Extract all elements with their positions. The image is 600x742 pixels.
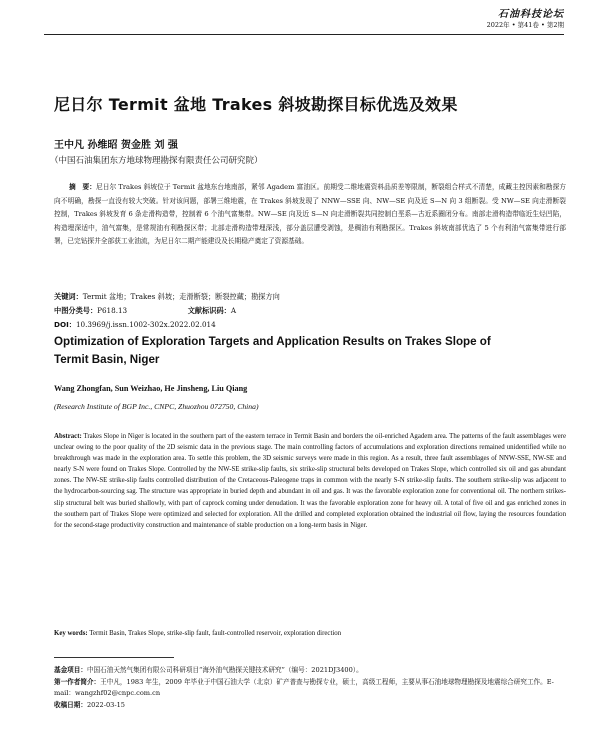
doi-value: 10.3969/j.issn.1002-302x.2022.02.014: [75, 320, 216, 329]
author-text: 王中凡，1983 年生，2009 年毕业于中国石油大学（北京）矿产普查与勘探专业，硕士，高级工程师，主要从事石油地球物理勘探及地震综合研究工作。E-mail：wangzhf02@cnpc.com.cn: [54, 677, 554, 698]
received-label: 收稿日期：: [54, 700, 87, 709]
doi: [54, 320, 216, 330]
affiliation-en: (Research Institute of BGP Inc., CNPC, Zhuozhou 072750, China): [54, 402, 259, 411]
issue-info: 2022年 • 第41卷 • 第2期: [486, 21, 564, 29]
footnote-divider: [54, 657, 174, 658]
keywords-en-text: Termit Basin, Trakes Slope, strike-slip fault, fault-controlled reservoir, exploration direction: [89, 630, 342, 637]
journal-name: 石油科技论坛: [498, 9, 564, 20]
fund-text: 中国石油天然气集团有限公司科研项目“海外油气勘探关键技术研究”（编号：2021DJ3400）。: [86, 666, 363, 674]
fund-note: [54, 665, 564, 677]
abstract-cn-text: 尼日尔 Trakes 斜坡位于 Termit 盆地东台地南部，紧邻 Agadem 富油区。前期受二维地震资料品质差等限制，断裂组合样式不清楚，成藏主控因素和勘探方向不明确，勘探一直没有较大突破。针对该问题，部署三维地震，在 Trakes 斜坡发现了 NNW—SSE 向、NW—SE 向及近 S—N 向 3 组断裂。受 NW—SE 向走滑断裂控制，Trakes 斜坡发育 6 条走滑构造带，控制着 6 个油气富集带。NW—SE 向及近 S—N 向走滑断裂共同控制白垩系—古近系圈闭分布。南部走滑构造带临近生烃凹陷，构造埋深适中，油气富集，是常规油有利勘探区带；北部走滑构造带埋深浅，部分盖层遭受剥蚀，是稠油有利勘探区。Trakes 斜坡南部优选了 5 个有利油气富集带进行部署，已完钻探井全部获工业油流，为尼日尔二期产能建设及长期稳产奠定了资源基础。: [54, 183, 566, 246]
abstract-en: [54, 431, 566, 531]
fund-label: 基金项目：: [54, 666, 87, 674]
abstract-en-label: Abstract:: [54, 433, 82, 440]
authors-en: Wang Zhongfan, Sun Weizhao, He Jinsheng, Liu Qiang: [54, 384, 248, 393]
received-note: [54, 700, 564, 712]
affiliation-cn: （中国石油集团东方地球物理勘探有限责任公司研究院）: [50, 156, 263, 166]
abstract-cn-label: 摘 要：: [69, 183, 96, 191]
clc-value: P618.13: [97, 306, 128, 315]
page-title-en: Optimization of Exploration Targets and Application Results on Trakes Slope of Termit Basin, Niger: [54, 335, 491, 366]
doc-code-value: A: [230, 306, 237, 315]
keywords-en-label: Key words:: [54, 630, 88, 637]
keywords-en: [54, 630, 574, 637]
doi-label: DOI：: [54, 320, 76, 329]
author-note: [54, 677, 564, 700]
keywords-cn-label: 关键词：: [54, 292, 83, 301]
received-value: 2022-03-15: [86, 700, 125, 709]
classification-cn: [54, 306, 236, 316]
page-title-cn: 尼日尔 Termit 盆地 Trakes 斜坡勘探目标优选及效果: [54, 95, 458, 114]
doc-code-label: 文献标识码：: [187, 306, 231, 315]
abstract-cn: [54, 181, 566, 249]
clc-label: 中图分类号：: [54, 306, 98, 315]
header-divider: [44, 34, 564, 35]
keywords-cn: [54, 292, 280, 302]
keywords-cn-text: Termit 盆地；Trakes 斜坡；走滑断裂；断裂控藏；勘探方向: [82, 292, 280, 301]
authors-cn: 王中凡 孙维昭 贺金胜 刘 强: [54, 140, 178, 151]
footnotes: [54, 665, 564, 711]
author-label: 第一作者简介：: [54, 677, 101, 686]
abstract-en-text: Trakes Slope in Niger is located in the southern part of the eastern terrace in Termit Basin and borders the oil-enriched Agadem area. The patterns of the fault assemblages were unclear owing to the poor quality of the 2D seismic data in the previous stage. The main controlling factors of accumulations and exploration directions remained unidentified while no breakthrough was made in the exploration area. To settle this problem, the 3D seismic surveys were made in this region. As a result, three fault assemblages of NNW-SSE, NW-SE and nearly S-N were found on Trakes Slope. Controlled by the NW-SE strike-slip faults, six strike-slip structural belts developed on Trakes Slope, which controlled six oil and gas abundant zones. The NW-SE strike-slip faults controlled distribution of the Cretaceous-Paleogene traps in common with the nearly S-N strike-slip faults. The southern strike-slip was adjacent to the hydrocarbon-sourcing sag. The structure was appropriate in buried depth and abundant in oil and gas. It was the favorable exploration zone for conventional oil. The northern strikes-slip structural belt was buried shallowly, with part of caprock coming under denudation. It was the favorable exploration zone for heavy oil. A total of five oil and gas enriched zones in the southern part of Trakes Slope were optimized and selected for exploration. All the drilled and completed exploration obtained the industrial oil flow, laying the resources foundation for the second-stage productivity construction and maintenance of stable production on a long-term basis in Niger.: [54, 433, 566, 529]
